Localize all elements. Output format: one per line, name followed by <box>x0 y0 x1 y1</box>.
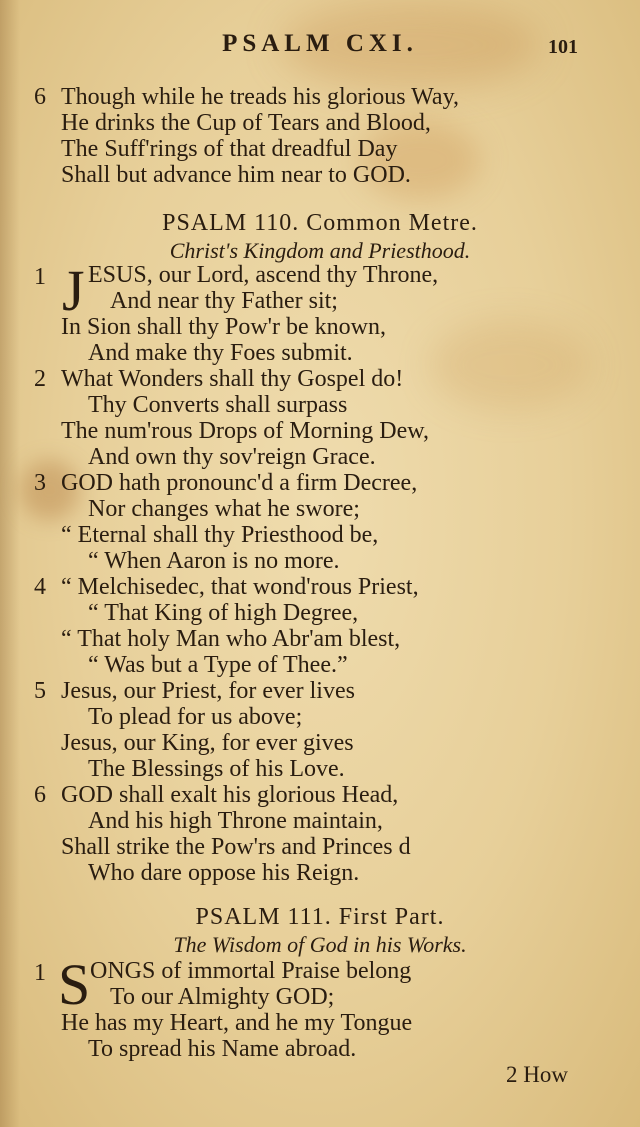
psalm-subtitle: The Wisdom of God in his Works. <box>173 932 467 957</box>
verse-number: 1 <box>34 264 46 290</box>
verse-line: Who dare oppose his Reign. <box>88 860 360 886</box>
verse-number: 6 <box>34 84 46 110</box>
verse-line: He drinks the Cup of Tears and Blood, <box>61 110 431 136</box>
verse-line: The num'rous Drops of Morning Dew, <box>61 418 430 444</box>
running-title: PSALM CXI. <box>222 30 418 57</box>
verse-line: He has my Heart, and he my Tongue <box>61 1010 413 1036</box>
verse-number: 3 <box>34 470 46 496</box>
verse-line: Shall strike the Pow'rs and Princes d <box>61 834 411 860</box>
drop-cap: S <box>58 952 91 1017</box>
verse-line: Though while he treads his glorious Way, <box>61 84 460 110</box>
verse-line: ONGS of immortal Praise belong <box>90 958 412 984</box>
page-number: 101 <box>548 36 578 58</box>
catchword: 2 How <box>506 1062 568 1087</box>
verse-line: “ When Aaron is no more. <box>88 548 340 574</box>
verse-line: The Suff'rings of that dreadful Day <box>61 136 398 162</box>
verse-line: To our Almighty GOD; <box>110 984 335 1010</box>
verse-line: Jesus, our King, for ever gives <box>61 730 354 756</box>
verse-line: GOD hath pronounc'd a firm Decree, <box>61 470 418 496</box>
verse-number: 2 <box>34 366 46 392</box>
verse-line: To spread his Name abroad. <box>88 1036 357 1062</box>
verse-line: Jesus, our Priest, for ever lives <box>61 678 355 704</box>
verse-line: GOD shall exalt his glorious Head, <box>61 782 399 808</box>
verse-line: Shall but advance him near to GOD. <box>61 162 411 188</box>
verse-line: In Sion shall thy Pow'r be known, <box>61 314 386 340</box>
drop-cap: J <box>62 258 85 323</box>
verse-line: To plead for us above; <box>88 704 303 730</box>
verse-line: “ Eternal shall thy Priesthood be, <box>61 522 379 548</box>
verse-line: And own thy sov'reign Grace. <box>88 444 376 470</box>
psalm-heading: PSALM 110. Common Metre. <box>162 210 478 236</box>
verse-number: 6 <box>34 782 46 808</box>
psalm-subtitle: Christ's Kingdom and Priesthood. <box>169 238 471 263</box>
verse-line: “ Was but a Type of Thee.” <box>88 652 348 678</box>
verse-number: 4 <box>34 574 46 600</box>
verse-line: And near thy Father sit; <box>110 288 338 314</box>
verse-line: And make thy Foes submit. <box>88 340 353 366</box>
verse-line: “ That holy Man who Abr'am blest, <box>61 626 401 652</box>
verse-line: What Wonders shall thy Gospel do! <box>61 366 404 392</box>
verse-line: Thy Converts shall surpass <box>88 392 348 418</box>
verse-line: And his high Throne maintain, <box>88 808 383 834</box>
verse-line: “ Melchisedec, that wond'rous Priest, <box>61 574 419 600</box>
verse-number: 5 <box>34 678 46 704</box>
psalm-heading: PSALM 111. First Part. <box>195 904 445 930</box>
verse-line: “ That King of high Degree, <box>88 600 359 626</box>
verse-line: Nor changes what he swore; <box>88 496 360 522</box>
verse-line: ESUS, our Lord, ascend thy Throne, <box>88 262 439 288</box>
verse-line: The Blessings of his Love. <box>88 756 345 782</box>
verse-number: 1 <box>34 960 46 986</box>
